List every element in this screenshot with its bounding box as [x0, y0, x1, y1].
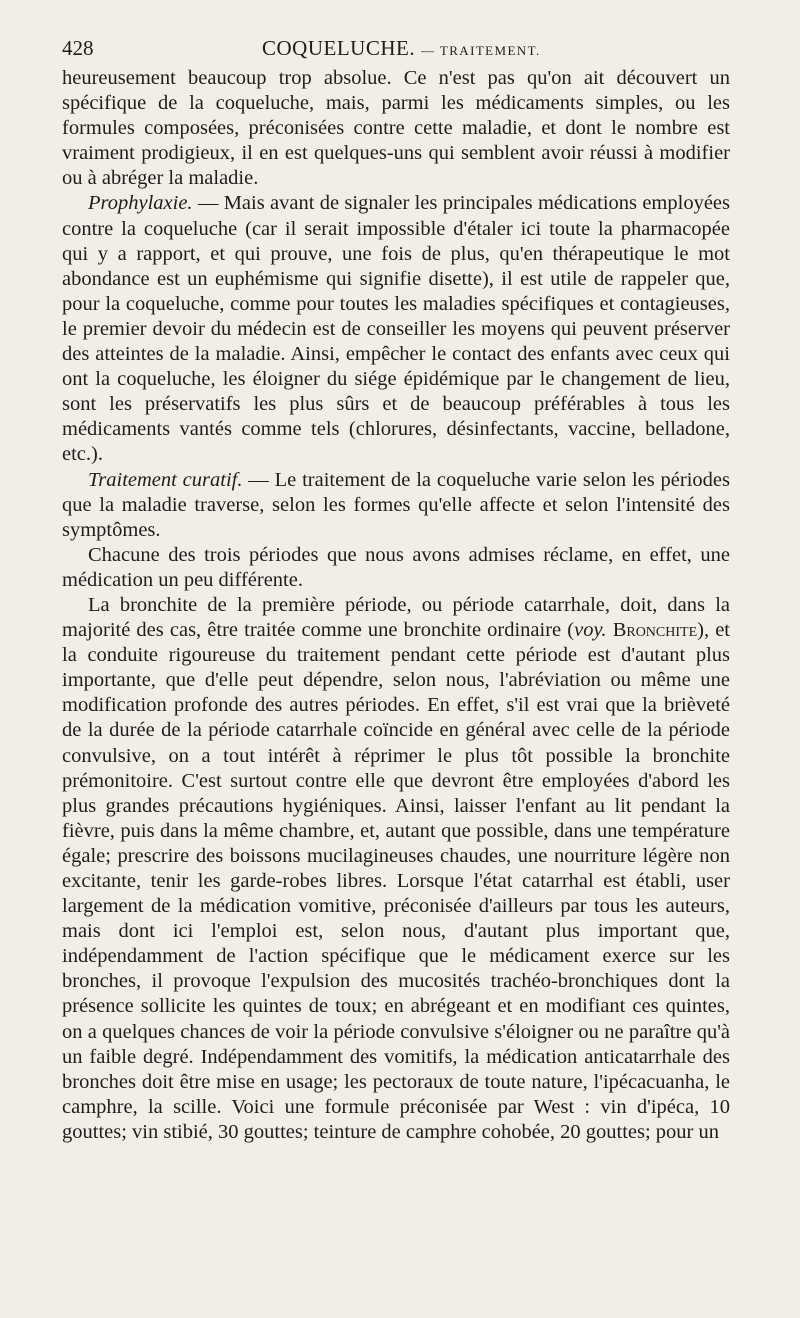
paragraph-bronchite	[62, 593, 730, 1145]
voy-reference: voy.	[574, 619, 607, 642]
page-number: 428	[62, 36, 94, 60]
paragraph-1: heureusement beaucoup trop absolue. Ce n'est pas qu'on ait découvert un spécifique de la coqueluche, mais, parmi les médicaments simples, ou les formules composées, préconisées contre cette maladie, et dont le nombre est vraiment prodigieux, il en est quelques-uns qui semblent avoir réussi à modifier ou à abréger la maladie.	[62, 67, 730, 190]
body-text	[62, 66, 730, 1145]
heading-prophylaxie: Prophylaxie.	[88, 192, 193, 215]
heading-traitement-curatif: Traitement curatif.	[88, 468, 243, 491]
chapter-title: COQUELUCHE.	[262, 36, 416, 60]
text-bronchite-a: La bronchite de la première période, ou période catarrhale, doit, dans la majorité des cas, être traitée comme une bronchite ordinaire (	[62, 593, 730, 642]
paragraph-periodes: Chacune des trois périodes que nous avons admises réclame, en effet, une médication un peu différente.	[62, 543, 730, 591]
running-title	[262, 36, 541, 61]
cross-reference-bronchite: Bronchite	[612, 619, 698, 642]
text-traitement-curatif: — Le traitement de la coqueluche varie selon les périodes que la maladie traverse, selon les formes qu'elle affecte et selon l'intensité des symptômes.	[62, 468, 731, 541]
section-subtitle: — TRAITEMENT.	[421, 43, 541, 58]
paragraph-prophylaxie	[62, 191, 730, 467]
running-header	[62, 36, 730, 66]
paragraph-traitement-curatif	[62, 468, 730, 543]
text-bronchite-b: ), et la conduite rigoureuse du traitement pendant cette période est d'autant plus importante, que d'elle peut dépendre, selon nous, l'abréviation ou même une modification profonde des autres périodes. En effet, s'il est vrai que la brièveté de la durée de la période catarrhale coïncide en général avec celle de la période convulsive, on a tout intérêt à réprimer le plus tôt possible la bronchite prémonitoire. C'est surtout contre elle que devront être employées d'abord les plus grandes précautions hygiéniques. Ainsi, laisser l'enfant au lit pendant la fièvre, puis dans la même chambre, et, autant que possible, dans une température égale; prescrire des boissons mucilagineuses chaudes, une nourriture légère non excitante, tenir les garde-robes libres. Lorsque l'état catarrhal est établi, user largement de la médication vomitive, préconisée d'ailleurs par tous les auteurs, mais dont ici l'emploi est, selon nous, d'autant plus important que, indépendamment de l'action spécifique que le médicament exerce sur les bronches, il provoque l'expulsion des mucosités trachéo-bronchiques dont la présence sollicite les quintes de toux; en abrégeant et en modifiant ces quintes, on a quelques chances de voir la période convulsive s'éloigner ou ne paraître qu'à un faible degré. Indépendamment des vomitifs, la médication anticatarrhale des bronches doit être mise en usage; les pectoraux de toute nature, l'ipécacuanha, le camphre, la scille. Voici une formule préconisée par West : vin d'ipéca, 10 gouttes; vin stibié, 30 gouttes; teinture de camphre cohobée, 20 gouttes; pour un	[62, 619, 731, 1143]
text-prophylaxie: — Mais avant de signaler les principales médications employées contre la coqueluche (car il serait impossible d'étaler ici toute la pharmacopée qui y a rapport, et qui prouve, une fois de plus, qu'en thérapeutique le mot abondance est un euphémisme qui signifie disette), il est utile de rappeler que, pour la coqueluche, comme pour toutes les maladies spécifiques et contagieuses, le premier devoir du médecin est de conseiller les moyens qui peuvent préserver des atteintes de la maladie. Ainsi, empêcher le contact des enfants avec ceux qui ont la coqueluche, les éloigner du siége épidémique par le changement de lieu, sont les préservatifs les plus sûrs et de beaucoup préférables à tous les médicaments vantés comme tels (chlorures, désinfectants, vaccine, belladone, etc.).	[62, 192, 730, 466]
